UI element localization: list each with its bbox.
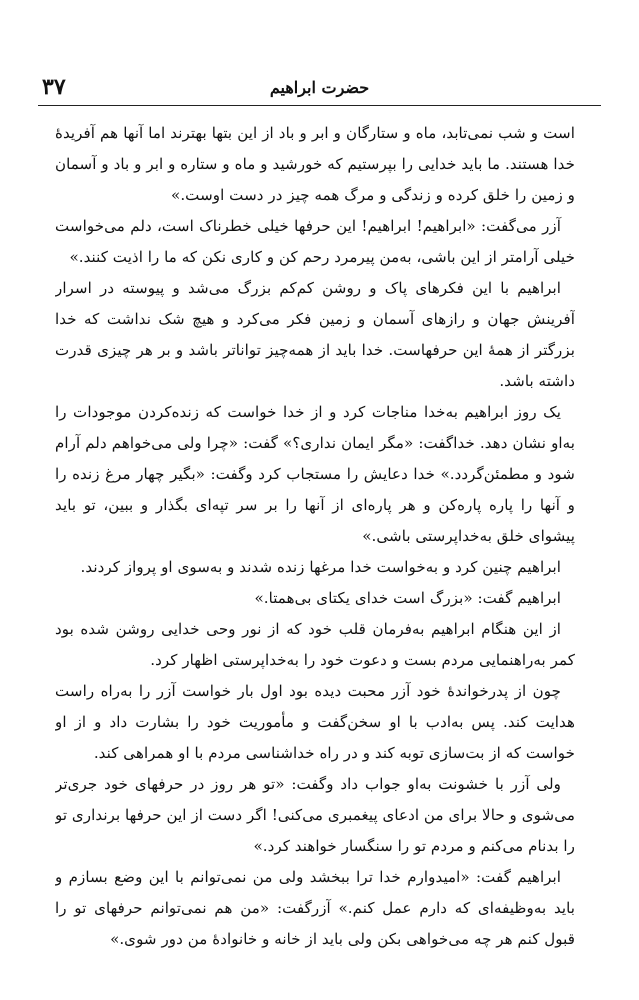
paragraph: ابراهیم گفت: «امیدوارم خدا ترا ببخشد ولی من نمی‌توانم با این وضع بسازم و باید به‌وظیفه‌ای که دارم عمل کنم.» آزرگفت: «من هم نمی‌توانم حرفهای تو را قبول کنم هر چه می‌خواهی بکن ولی باید از خانه و خانوادهٔ من دور شوی.» bbox=[55, 868, 575, 948]
header-rule bbox=[38, 105, 601, 106]
body-text bbox=[55, 118, 575, 960]
paragraph: چون از پدرخواندهٔ خود آزر محبت دیده بود اول بار خواست آزر را به‌راه راست هدایت کند. پس به‌ادب با او سخن‌گفت و مأموریت خود را بشارت داد و از او خواست که از بت‌سازی توبه کند و در راه خداشناسی مردم با او همراهی کند. bbox=[55, 682, 575, 762]
paragraph: ولی آزر با خشونت به‌او جواب داد وگفت: «تو هر روز در حرفهای خود جری‌تر می‌شوی و حالا برای من ادعای پیغمبری می‌کنی! اگر دست از این حرفها برنداری تو را بدنام می‌کنم و مردم تو را سنگسار خواهند کرد.» bbox=[55, 775, 575, 855]
paragraph: یک روز ابراهیم به‌خدا مناجات کرد و از خدا خواست که زنده‌کردن موجودات را به‌او نشان دهد. خداگفت: «مگر ایمان نداری؟» گفت: «چرا ولی می‌خواهم دلم آرام شود و مطمئن‌گردد.» خدا دعایش را مستجاب کرد وگفت: «بگیر چهار مرغ زنده را و آنها را پاره پاره‌کن و هر پاره‌ای از آنها را بر سر تپه‌ای بگذار و ببین، تو باید پیشوای خلق به‌خداپرستی باشی.» bbox=[55, 403, 575, 545]
page-number: ۳۷ bbox=[42, 74, 66, 100]
paragraph: ابراهیم چنین کرد و به‌خواست خدا مرغها زنده شدند و به‌سوی او پرواز کردند. bbox=[80, 558, 561, 576]
paragraph: ابراهیم با این فکرهای پاک و روشن کم‌کم بزرگ می‌شد و پیوسته در اسرار آفرینش جهان و رازهای آسمان و زمین فکر می‌کرد و هیچ شک نداشت که خدا بزرگتر از همهٔ این حرفهاست. خدا باید از همه‌چیز تواناتر باشد و بر هر چیزی قدرت داشته باشد. bbox=[55, 279, 575, 390]
page-header bbox=[38, 72, 601, 106]
paragraph: آزر می‌گفت: «ابراهیم! ابراهیم! این حرفها خیلی خطرناک است، دلم می‌خواست خیلی آرامتر از این باشی، به‌من پیرمرد رحم کن و کاری نکن که ما را اذیت کنند.» bbox=[55, 217, 575, 266]
running-title: حضرت ابراهیم bbox=[269, 78, 370, 97]
paragraph: است و شب نمی‌تابد، ماه و ستارگان و ابر و باد از این بتها بهترند اما آنها هم آفریدهٔ خدا هستند. ما باید خدایی را بپرستیم که خورشید و ماه و ستاره و ابر و باد و آسمان و زمین را خلق کرده و زندگی و مرگ همه چیز در دست اوست.» bbox=[55, 124, 575, 204]
paragraph: ابراهیم گفت: «بزرگ است خدای یکتای بی‌همتا.» bbox=[254, 589, 561, 607]
paragraph: از این هنگام ابراهیم به‌فرمان قلب خود که از نور وحی خدایی روشن شده بود کمر به‌راهنمایی مردم بست و دعوت خود را به‌خداپرستی اظهار کرد. bbox=[55, 620, 575, 669]
